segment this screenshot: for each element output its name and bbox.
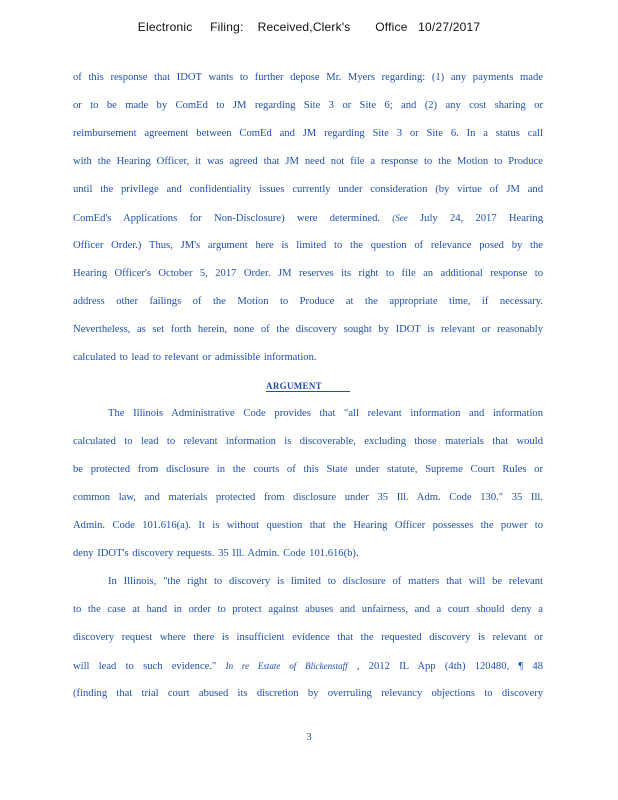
case-name: In re Estate of Blickenstaff <box>225 661 348 671</box>
document-body <box>73 70 543 714</box>
paragraph-1-line: calculated to lead to relevant or admissible information. <box>73 352 317 363</box>
paragraph-2-line: be protected from disclosure in the courts of this State under statute, Supreme Court Rules or <box>73 464 543 475</box>
paragraph-1-line: reimbursement agreement between ComEd and JM regarding Site 3 or Site 6. In a status call <box>73 128 543 139</box>
argument-heading: ARGUMENT <box>266 381 350 392</box>
paragraph-3-line: (finding that trial court abused its discretion by overruling relevancy objections to discovery <box>73 688 543 699</box>
paragraph-3-line: to the case at hand in order to protect against abuses and unfairness, and a court should deny a <box>73 604 543 615</box>
paragraph-1-line <box>73 210 543 238</box>
paragraph-1-line: Officer Order.) Thus, JM's argument here is limited to the question of relevance posed by the <box>73 240 543 251</box>
paragraph-1-line: Hearing Officer's October 5, 2017 Order. JM reserves its right to file an additional response to <box>73 268 543 279</box>
see-signal: (See <box>392 213 408 223</box>
quote-end: will lead to such evidence." <box>73 661 217 672</box>
order-date: July 24, 2017 Hearing <box>420 213 543 224</box>
paragraph-1-line: address other failings of the Motion to Produce at the appropriate time, if necessary. <box>73 296 543 307</box>
paragraph-1-line: Nevertheless, as set forth herein, none of the discovery sought by IDOT is relevant or reasonably <box>73 324 543 335</box>
paragraph-3-line: In Illinois, "the right to discovery is limited to disclosure of matters that will be relevant <box>108 576 543 587</box>
paragraph-2-line: common law, and materials protected from disclosure under 35 Ill. Adm. Code 130." 35 Ill. <box>73 492 543 503</box>
paragraph-2-line: calculated to lead to relevant information is discoverable, excluding those materials that would <box>73 436 543 447</box>
paragraph-3-line: discovery request where there is insufficient evidence that the requested discovery is relevant or <box>73 632 543 643</box>
paragraph-1-line: or to be made by ComEd to JM regarding Site 3 or Site 6; and (2) any cost sharing or <box>73 100 543 111</box>
paragraph-1-line: until the privilege and confidentiality issues currently under consideration (by virtue of JM and <box>73 184 543 195</box>
case-citation: , 2012 IL App (4th) 120480, ¶ 48 <box>356 661 543 672</box>
paragraph-2-line: The Illinois Administrative Code provides that "all relevant information and information <box>108 408 543 419</box>
paragraph-1-text: ComEd's Applications for Non-Disclosure) were determined. <box>73 213 381 224</box>
section-heading <box>73 378 543 406</box>
efiling-header: Electronic Filing: Received,Clerk's Office 10/27/2017 <box>137 20 481 34</box>
paragraph-3-line <box>73 658 543 686</box>
paragraph-1-line: of this response that IDOT wants to further depose Mr. Myers regarding: (1) any payments made <box>73 72 543 83</box>
paragraph-2-line: deny IDOT's discovery requests. 35 Ill. Admin. Code 101.616(b). <box>73 548 359 559</box>
paragraph-2-line: Admin. Code 101.616(a). It is without question that the Hearing Officer possesses the power to <box>73 520 543 531</box>
paragraph-1-line: with the Hearing Officer, it was agreed that JM need not file a response to the Motion to Produce <box>73 156 543 167</box>
page-number: 3 <box>306 732 312 743</box>
